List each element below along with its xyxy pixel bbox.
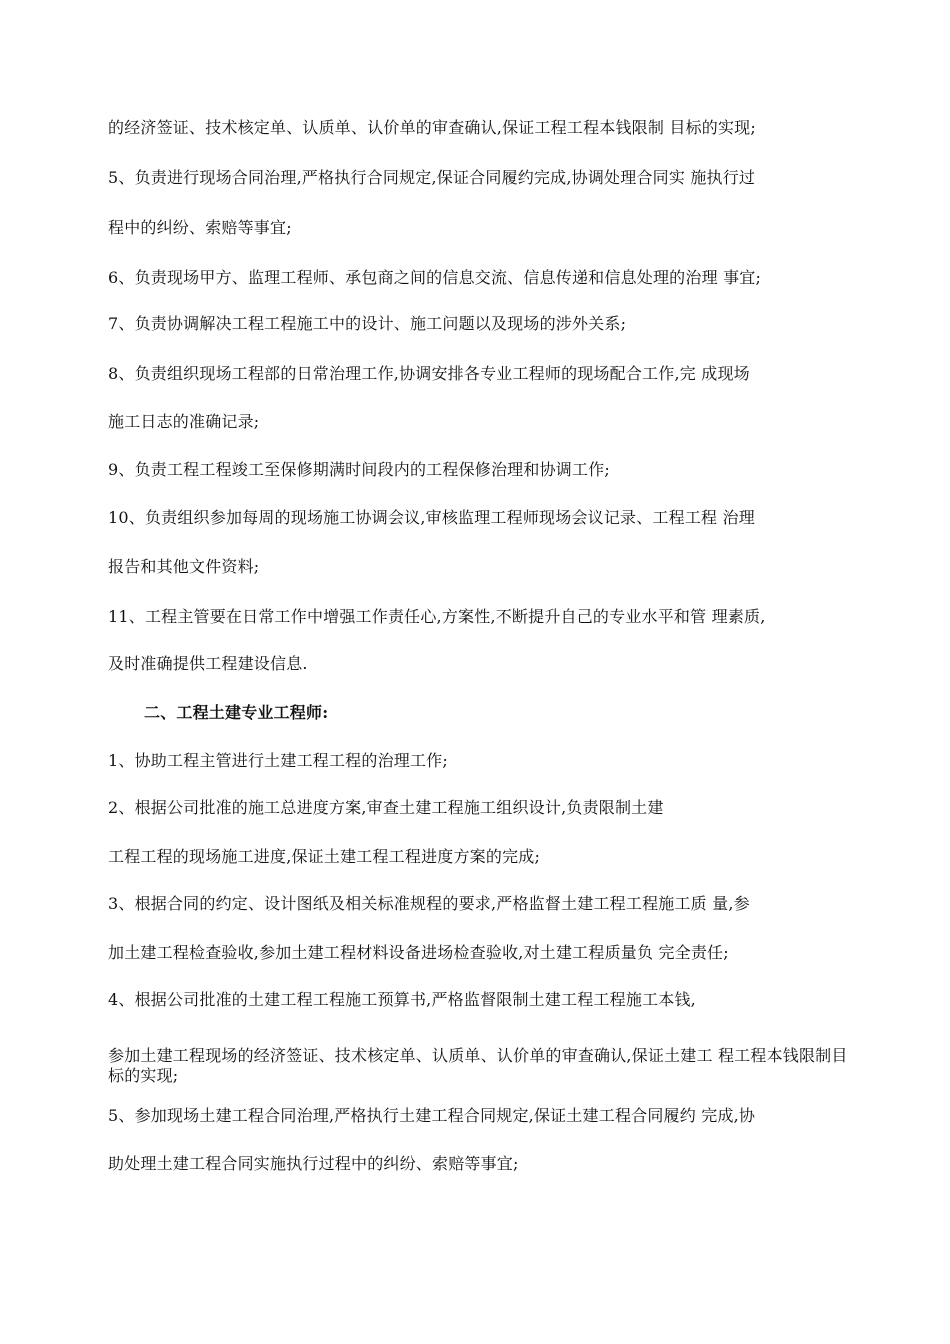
paragraph-block: 参加土建工程现场的经济签证、技术核定单、认质单、认价单的审查确认,保证土建工 程工程本钱限制目标的实现; bbox=[108, 1046, 848, 1085]
paragraph-line: 8、负责组织现场工程部的日常治理工作,协调安排各专业工程师的现场配合工作,完 成现场 bbox=[108, 364, 750, 383]
paragraph-line: 5、负责进行现场合同治理,严格执行合同规定,保证合同履约完成,协调处理合同实 施执行过 bbox=[108, 168, 756, 187]
section-heading: 二、工程土建专业工程师: bbox=[144, 703, 329, 722]
paragraph-line: 报告和其他文件资料; bbox=[108, 557, 260, 576]
paragraph-line: 4、根据公司批准的土建工程工程施工预算书,严格监督限制土建工程工程施工本钱, bbox=[108, 990, 696, 1009]
paragraph-line: 施工日志的准确记录; bbox=[108, 412, 260, 431]
paragraph-line: 9、负责工程工程竣工至保修期满时间段内的工程保修治理和协调工作; bbox=[108, 460, 610, 479]
paragraph-line: 5、参加现场土建工程合同治理,严格执行土建工程合同规定,保证土建工程合同履约 完成,协 bbox=[108, 1106, 756, 1125]
paragraph-line: 3、根据合同的约定、设计图纸及相关标准规程的要求,严格监督土建工程工程施工质 量,参 bbox=[108, 894, 750, 913]
paragraph-line: 11、工程主管要在日常工作中增强工作责任心,方案性,不断提升自己的专业水平和管 理素质, bbox=[108, 607, 766, 626]
paragraph-line: 10、负责组织参加每周的现场施工协调会议,审核监理工程师现场会议记录、工程工程 治理 bbox=[108, 508, 755, 527]
paragraph-line: 2、根据公司批准的施工总进度方案,审查土建工程施工组织设计,负责限制土建 bbox=[108, 798, 664, 817]
paragraph-line: 程中的纠纷、索赔等事宜; bbox=[108, 218, 292, 237]
paragraph-line: 1、协助工程主管进行土建工程工程的治理工作; bbox=[108, 751, 448, 770]
paragraph-line: 及时准确提供工程建设信息. bbox=[108, 654, 308, 673]
paragraph-line: 的经济签证、技术核定单、认质单、认价单的审查确认,保证工程工程本钱限制 目标的实现; bbox=[108, 118, 756, 137]
paragraph-line: 6、负责现场甲方、监理工程师、承包商之间的信息交流、信息传递和信息处理的治理 事宜; bbox=[108, 268, 762, 287]
paragraph-line: 助处理土建工程合同实施执行过程中的纠纷、索赔等事宜; bbox=[108, 1154, 519, 1173]
paragraph-line: 7、负责协调解决工程工程施工中的设计、施工问题以及现场的涉外关系; bbox=[108, 314, 627, 333]
paragraph-line: 工程工程的现场施工进度,保证土建工程工程进度方案的完成; bbox=[108, 847, 541, 866]
paragraph-line: 加土建工程检查验收,参加土建工程材料设备进场检查验收,对土建工程质量负 完全责任; bbox=[108, 943, 729, 962]
